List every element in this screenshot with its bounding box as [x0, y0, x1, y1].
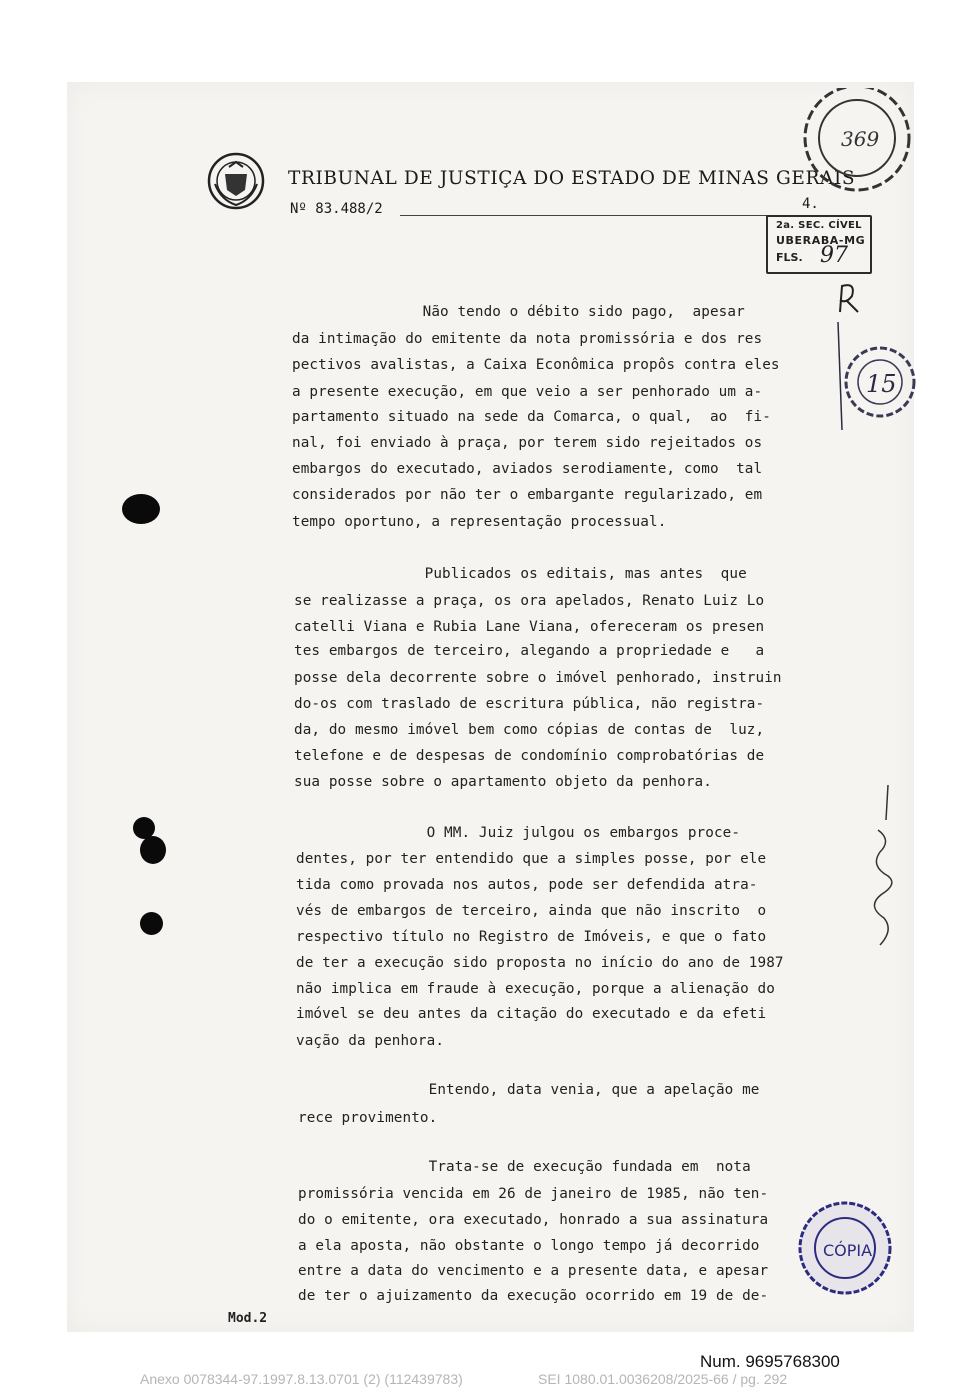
body-line: do o emitente, ora executado, honrado a sua assinatura — [298, 1212, 769, 1228]
court-title: TRIBUNAL DE JUSTIÇA DO ESTADO DE MINAS GERAIS — [288, 168, 856, 189]
body-line: catelli Viana e Rubia Lane Viana, ofereceram os presen — [294, 619, 765, 635]
body-line: nal, foi enviado à praça, por terem sido rejeitados os — [292, 435, 763, 451]
body-line: telefone e de despesas de condomínio comprobatórias de — [294, 748, 765, 764]
body-line: pectivos avalistas, a Caixa Econômica propôs contra eles — [292, 357, 780, 373]
body-line: do-os com traslado de escritura pública, não registra- — [294, 696, 765, 712]
body-line: O MM. Juiz julgou os embargos proce- — [296, 825, 741, 841]
fls-city: UBERABA-MG — [776, 234, 866, 247]
form-model-label: Mod.2 — [228, 1311, 268, 1326]
document-num: Num. 9695768300 — [700, 1352, 840, 1371]
body-line: da, do mesmo imóvel bem como cópias de contas de luz, — [294, 722, 765, 738]
margin-signature — [858, 780, 903, 950]
ink-blot — [122, 494, 160, 524]
copia-stamp — [795, 1196, 895, 1300]
body-line: posse dela decorrente sobre o imóvel penhorado, instruin — [294, 670, 782, 686]
body-line: tempo oportuno, a representação processual. — [292, 514, 667, 530]
fls-section: 2a. SEC. CÍVEL — [776, 220, 862, 231]
body-line: sua posse sobre o apartamento objeto da penhora. — [294, 774, 712, 790]
body-line: de ter o ajuizamento da execução ocorrido em 19 de de- — [298, 1288, 769, 1304]
body-line: Publicados os editais, mas antes que — [294, 566, 747, 582]
body-line: da intimação do emitente da nota promissória e dos res — [292, 331, 763, 347]
body-line: tida como provada nos autos, pode ser defendida atra- — [296, 877, 758, 893]
body-line: respectivo título no Registro de Imóveis, e que o fato — [296, 929, 767, 945]
sei-reference: SEI 1080.01.0036208/2025-66 / pg. 292 — [538, 1371, 788, 1387]
ink-blot — [140, 836, 166, 864]
handwritten-mark — [836, 282, 876, 422]
body-line: partamento situado na sede da Comarca, o qual, ao fi- — [292, 409, 771, 425]
case-number: Nº 83.488/2 — [290, 201, 383, 217]
body-line: imóvel se deu antes da citação do executado e da efeti — [296, 1006, 767, 1022]
body-line: dentes, por ter entendido que a simples posse, por ele — [296, 851, 767, 867]
round-stamp-top — [793, 88, 915, 196]
annex-reference: Anexo 0078344-97.1997.8.13.0701 (2) (112439783) — [140, 1371, 463, 1387]
body-line: vação da penhora. — [296, 1033, 445, 1049]
fls-label: FLS. — [776, 251, 803, 264]
ink-blot — [140, 912, 163, 935]
body-line: promissória vencida em 26 de janeiro de 1985, não ten- — [298, 1186, 769, 1202]
fls-stamp — [766, 215, 872, 274]
body-line: de ter a execução sido proposta no início do ano de 1987 — [296, 955, 784, 971]
body-line: a ela aposta, não obstante o longo tempo já decorrido — [298, 1238, 760, 1254]
coat-of-arms-seal — [205, 150, 267, 212]
header-rule — [400, 215, 770, 216]
body-line: Não tendo o débito sido pago, apesar — [292, 304, 745, 320]
body-line: se realizasse a praça, os ora apelados, Renato Luiz Lo — [294, 593, 765, 609]
body-line: rece provimento. — [298, 1110, 438, 1126]
fls-number: 97 — [820, 243, 848, 268]
body-line: Entendo, data venia, que a apelação me — [298, 1082, 760, 1098]
copia-label: CÓPIA — [823, 1241, 873, 1260]
body-line: não implica em fraude à execução, porque a alienação do — [296, 981, 775, 997]
stamp-mid-number: 15 — [866, 370, 897, 398]
body-line: entre a data do vencimento e a presente data, e apesar — [298, 1263, 769, 1279]
body-line: Trata-se de execução fundada em nota — [298, 1159, 751, 1175]
page-number: 4. — [802, 196, 819, 212]
stamp-handwritten-number: 369 — [841, 127, 880, 151]
body-line: vés de embargos de terceiro, ainda que não inscrito o — [296, 903, 767, 919]
body-line: considerados por não ter o embargante regularizado, em — [292, 487, 763, 503]
body-line: a presente execução, em que veio a ser penhorado um a- — [292, 384, 763, 400]
body-line: tes embargos de terceiro, alegando a propriedade e a — [294, 643, 765, 659]
body-line: embargos do executado, aviados serodiamente, como tal — [292, 461, 763, 477]
